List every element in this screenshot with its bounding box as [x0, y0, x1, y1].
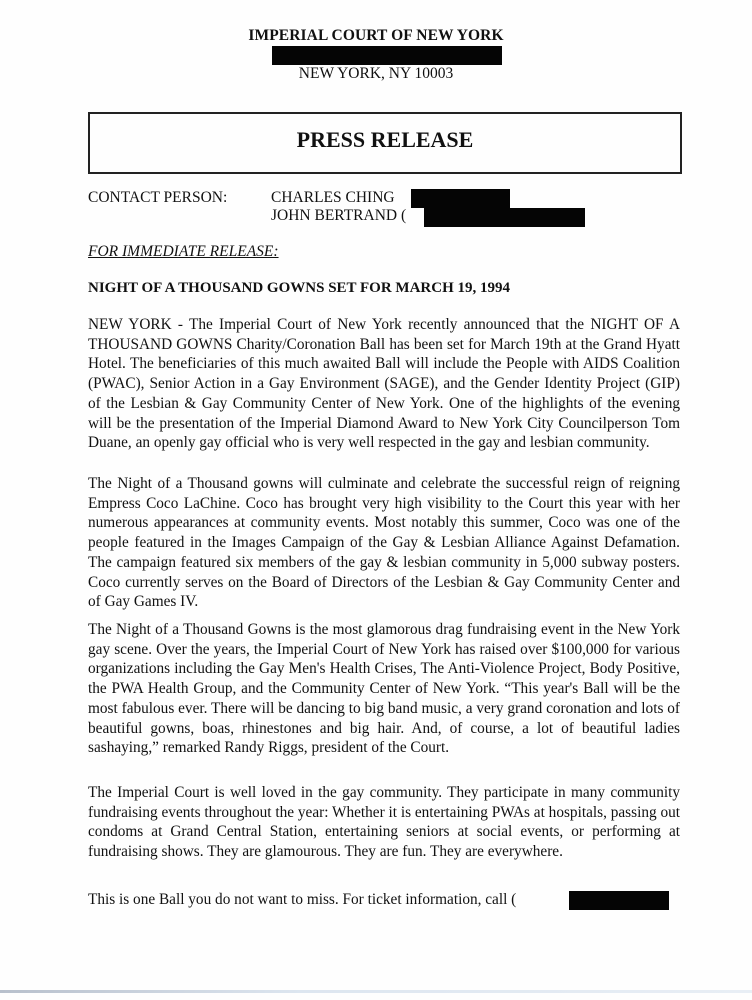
- paragraph-1: NEW YORK - The Imperial Court of New York recently announced that the NIGHT OF A THOUSAND GOWNS Charity/Coronation Ball has been set for March 19th at the Grand Hyatt Hotel. The beneficiaries of this much awaited Ball will include the People with AIDS Coalition (PWAC), Senior Action in a Gay Environment (SAGE), and the Gender Identity Project (GIP) of the Lesbian & Gay Community Center of New York. One of the highlights of the evening will be the presentation of the Imperial Diamond Award to New York City Councilperson Tom Duane, an openly gay official who is very well respected in the gay and lesbian community.: [88, 316, 680, 452]
- city-line: NEW YORK, NY 10003: [298, 65, 454, 82]
- redacted-address: [272, 46, 502, 65]
- contact-name-1: CHARLES CHING: [271, 189, 395, 206]
- paragraph-4: The Imperial Court is well loved in the gay community. They participate in many community fundraising events throughout the year: Whether it is entertaining PWAs at hospitals, passing out condoms at Grand Central Station, entertaining seniors at social events, or performing at fundraising shows. They are glamourous. They are fun. They are everywhere.: [88, 784, 680, 861]
- redacted-phone-1: [411, 189, 510, 208]
- contact-name-2: JOHN BERTRAND (: [271, 207, 407, 224]
- scan-edge: [0, 990, 752, 993]
- paragraph-2: The Night of a Thousand gowns will culminate and celebrate the successful reign of reigning Empress Coco LaChine. Coco has brought very high visibility to the Court this year with her numerous appearances at community events. Most notably this summer, Coco was one of the people featured in the Images Campaign of the Gay & Lesbian Alliance Against Defamation. The campaign featured six members of the gay & lesbian community in 5,000 subway posters. Coco currently serves on the Board of Directors of the Lesbian & Gay Community Center and of Gay Games IV.: [88, 475, 680, 611]
- press-release-title: PRESS RELEASE: [296, 127, 474, 152]
- release-note: FOR IMMEDIATE RELEASE:: [88, 243, 279, 260]
- press-release-title-box: [88, 112, 682, 174]
- closing-line: This is one Ball you do not want to miss. For ticket information, call (: [88, 891, 517, 908]
- redacted-ticket-phone: [569, 891, 669, 910]
- contact-label: CONTACT PERSON:: [88, 189, 228, 206]
- headline: NIGHT OF A THOUSAND GOWNS SET FOR MARCH 19, 1994: [88, 280, 511, 296]
- redacted-phone-2: [424, 208, 585, 227]
- paragraph-3: The Night of a Thousand Gowns is the most glamorous drag fundraising event in the New York gay scene. Over the years, the Imperial Court of New York has raised over $100,000 for various organizations including the Gay Men's Health Crises, The Anti-Violence Project, Body Positive, the PWA Health Group, and the Community Center of New York. “This year's Ball will be the most fabulous ever. There will be dancing to big band music, a very grand coronation and lots of beautiful gowns, boas, rhinestones and big hair. And, of course, a lot of beautiful ladies sashaying,” remarked Randy Riggs, president of the Court.: [88, 621, 680, 757]
- organization-name: IMPERIAL COURT OF NEW YORK: [248, 27, 504, 44]
